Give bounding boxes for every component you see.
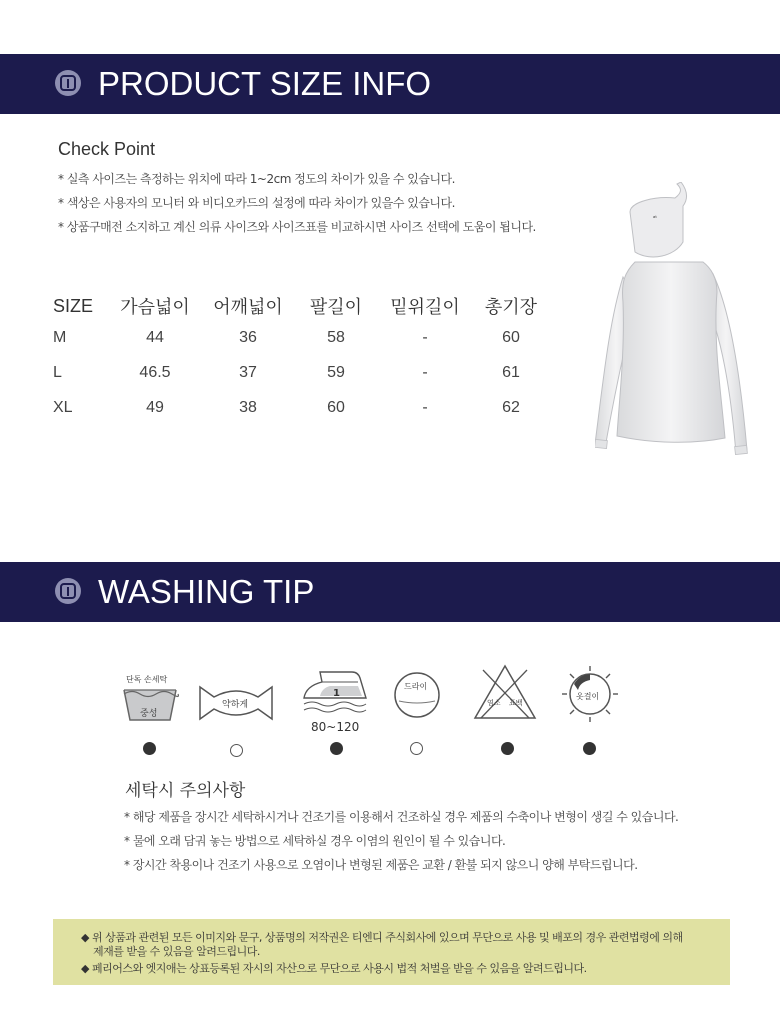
table-cell: 58 bbox=[327, 328, 345, 346]
no-bleach-icon bbox=[473, 664, 537, 724]
table-cell: 44 bbox=[146, 328, 164, 346]
trademark-line: ◆ 페리어스와 엣지애는 상표등록된 자시의 자산으로 무단으로 사용시 법적 처벌을 받을 수 있음을 알려드립니다. bbox=[81, 962, 587, 975]
hand-wash-icon bbox=[120, 672, 180, 728]
check-point-note: * 상품구매전 소지하고 계신 의류 사이즈와 사이즈표를 비교하시면 사이즈 선택에 도움이 됩니다. bbox=[58, 220, 536, 234]
header-sleeve: 팔길이 bbox=[309, 297, 363, 317]
size-table-header bbox=[45, 292, 547, 320]
dry-clean-dot bbox=[410, 742, 423, 755]
no-bleach-right-label: 표백 bbox=[509, 699, 523, 707]
gentle-wash-label: 약하게 bbox=[222, 700, 249, 710]
washing-tip-title: WASHING TIP bbox=[98, 573, 315, 610]
table-cell: 36 bbox=[239, 328, 257, 346]
header-chest: 가슴넓이 bbox=[120, 297, 190, 317]
hand-wash-selected-dot bbox=[143, 742, 156, 755]
product-image bbox=[595, 182, 755, 462]
brand-logo-icon bbox=[55, 70, 81, 96]
no-bleach-selected-dot bbox=[501, 742, 514, 755]
gentle-wash-dot bbox=[230, 744, 243, 757]
size-info-title: PRODUCT SIZE INFO bbox=[98, 65, 432, 102]
table-row bbox=[45, 355, 547, 390]
check-point-note: * 색상은 사용자의 모니터 와 비디오카드의 설정에 따라 차이가 있을수 있습니다. bbox=[58, 196, 455, 210]
table-cell: 61 bbox=[502, 363, 520, 381]
table-cell: - bbox=[422, 328, 428, 346]
hang-dry-selected-dot bbox=[583, 742, 596, 755]
header-size: SIZE bbox=[53, 295, 94, 316]
table-cell: 38 bbox=[239, 398, 257, 416]
washing-note: * 해당 제품을 장시간 세탁하시거나 건조기를 이용해서 건조하실 경우 제품의 수축이나 변형이 생길 수 있습니다. bbox=[124, 810, 679, 824]
copyright-notice bbox=[53, 919, 730, 985]
washing-note: * 물에 오래 담궈 놓는 방법으로 세탁하실 경우 이염의 원인이 될 수 있습니다. bbox=[124, 834, 506, 848]
iron-level-label: 1 bbox=[333, 688, 340, 699]
hang-dry-label: 옷걸이 bbox=[576, 692, 600, 701]
size-table bbox=[45, 292, 547, 425]
copyright-line: 제재를 받을 수 있음을 알려드립니다. bbox=[93, 945, 260, 958]
brand-logo-icon bbox=[55, 578, 81, 604]
table-cell: M bbox=[53, 328, 67, 346]
table-cell: 37 bbox=[239, 363, 257, 381]
table-cell: - bbox=[422, 398, 428, 416]
iron-temp-label: 80~120 bbox=[311, 720, 360, 734]
hang-dry-icon bbox=[560, 664, 620, 728]
dry-clean-label: 드라이 bbox=[404, 682, 428, 691]
table-cell: 60 bbox=[502, 328, 520, 346]
gentle-wash-icon bbox=[198, 683, 274, 727]
table-row bbox=[45, 390, 547, 425]
washing-notes-title: 세탁시 주의사항 bbox=[125, 781, 246, 801]
table-row bbox=[45, 320, 547, 355]
table-cell: L bbox=[53, 363, 62, 381]
table-cell: 59 bbox=[327, 363, 345, 381]
dry-clean-icon bbox=[393, 671, 441, 723]
iron-icon bbox=[300, 668, 370, 734]
table-cell: 49 bbox=[146, 398, 164, 416]
header-shoulder: 어깨넓이 bbox=[213, 297, 283, 317]
svg-text:ᵃᵗ: ᵃᵗ bbox=[653, 215, 658, 222]
table-cell: - bbox=[422, 363, 428, 381]
header-length: 총기장 bbox=[484, 297, 538, 317]
table-cell: XL bbox=[53, 398, 73, 416]
washing-note: * 장시간 착용이나 건조기 사용으로 오염이나 변형된 제품은 교환 / 환불 되지 않으니 양해 부탁드립니다. bbox=[124, 858, 638, 872]
iron-selected-dot bbox=[330, 742, 343, 755]
washing-tip-banner bbox=[0, 562, 780, 622]
hand-wash-top-label: 단독 손세탁 bbox=[126, 675, 168, 684]
table-cell: 46.5 bbox=[139, 363, 171, 381]
header-rise: 밑위길이 bbox=[390, 297, 460, 317]
no-bleach-left-label: 염소 bbox=[487, 699, 501, 707]
table-cell: 60 bbox=[327, 398, 345, 416]
table-cell: 62 bbox=[502, 398, 520, 416]
hand-wash-inner-label: 중성 bbox=[140, 709, 158, 719]
copyright-line: ◆ 위 상품과 관련된 모든 이미지와 문구, 상품명의 저작권은 티엔디 주식회사에 있으며 무단으로 사용 및 배포의 경우 관련법령에 의해 bbox=[81, 931, 683, 944]
check-point-note: * 실측 사이즈는 측정하는 위치에 따라 1~2cm 정도의 차이가 있을 수 있습니다. bbox=[58, 172, 455, 186]
check-point-title: Check Point bbox=[58, 139, 156, 159]
size-info-banner bbox=[0, 54, 780, 114]
